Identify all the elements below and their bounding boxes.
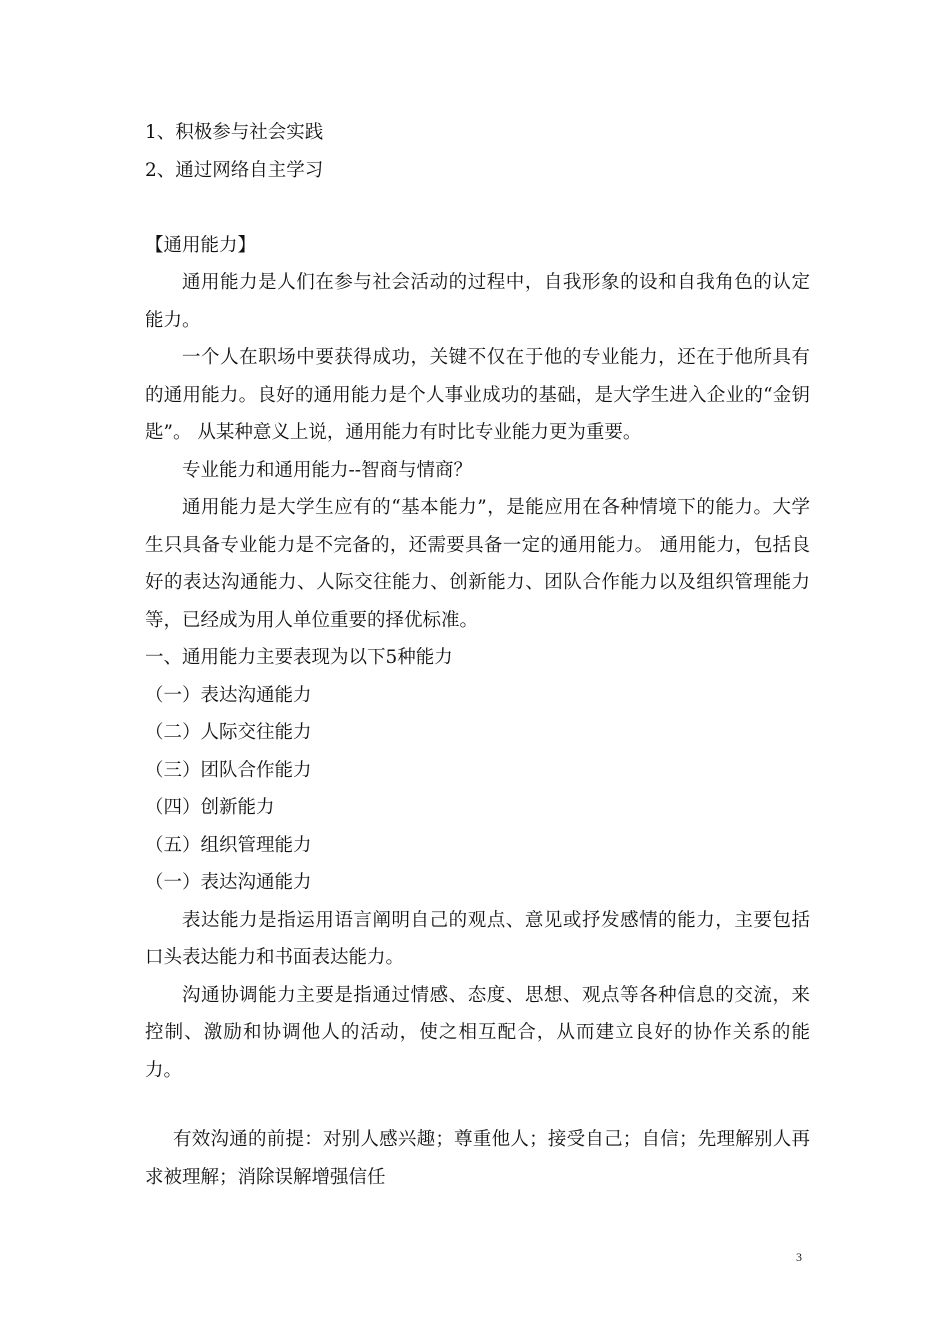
list-item-teamwork: （三）团队合作能力 — [145, 759, 312, 781]
paragraph-basic-ability: 通用能力是大学生应有的“基本能力”，是能应用在各种情境下的能力。大学生只具备专业能力是不完备的，还需要具备一定的通用能力。 通用能力，包括良好的表达沟通能力、人际交往能力、创新能力、团队合作能力以及组织管理能力等，已经成为用人单位重要的择优标准。 — [145, 497, 810, 631]
list-item-interpersonal: （二）人际交往能力 — [145, 722, 312, 743]
list-item-management: （五）组织管理能力 — [145, 834, 312, 856]
subheading-expression: （一）表达沟通能力 — [145, 872, 312, 893]
paragraph-expression-definition: 表达能力是指运用语言阐明自己的观点、意见或抒发感情的能力，主要包括口头表达能力和书面表达能力。 — [145, 909, 810, 968]
paragraph-iq-eq: 专业能力和通用能力--智商与情商？ — [182, 459, 473, 481]
list-item-innovation: （四）创新能力 — [145, 797, 275, 818]
list-item-online-learning: 2、通过网络自主学习 — [145, 159, 324, 181]
paragraph-workplace-success: 一个人在职场中要获得成功，关键不仅在于他的专业能力，还在于他所具有的通用能力。良好的通用能力是个人事业成功的基础，是大学生进入企业的“金钥匙”。 从某种意义上说，通用能力有时比专业能力更为重要。 — [145, 347, 810, 443]
section-heading: 【通用能力】 — [145, 234, 257, 256]
paragraph-communication-definition: 沟通协调能力主要是指通过情感、态度、思想、观点等各种信息的交流，来控制、激励和协调他人的活动，使之相互配合，从而建立良好的协作关系的能力。 — [145, 984, 810, 1081]
page-number: 3 — [796, 1250, 802, 1264]
list-item-practice: 1、积极参与社会实践 — [145, 122, 324, 143]
document-body — [145, 114, 810, 1196]
paragraph-definition: 通用能力是人们在参与社会活动的过程中，自我形象的设和自我角色的认定能力。 — [145, 272, 810, 331]
paragraph-effective-communication: 有效沟通的前提：对别人感兴趣；尊重他人；接受自己；自信；先理解别人再求被理解；消除误解增强信任 — [145, 1129, 810, 1188]
subheading-five-abilities: 一、通用能力主要表现为以下5种能力 — [145, 647, 453, 668]
list-item-expression: （一）表达沟通能力 — [145, 684, 312, 706]
